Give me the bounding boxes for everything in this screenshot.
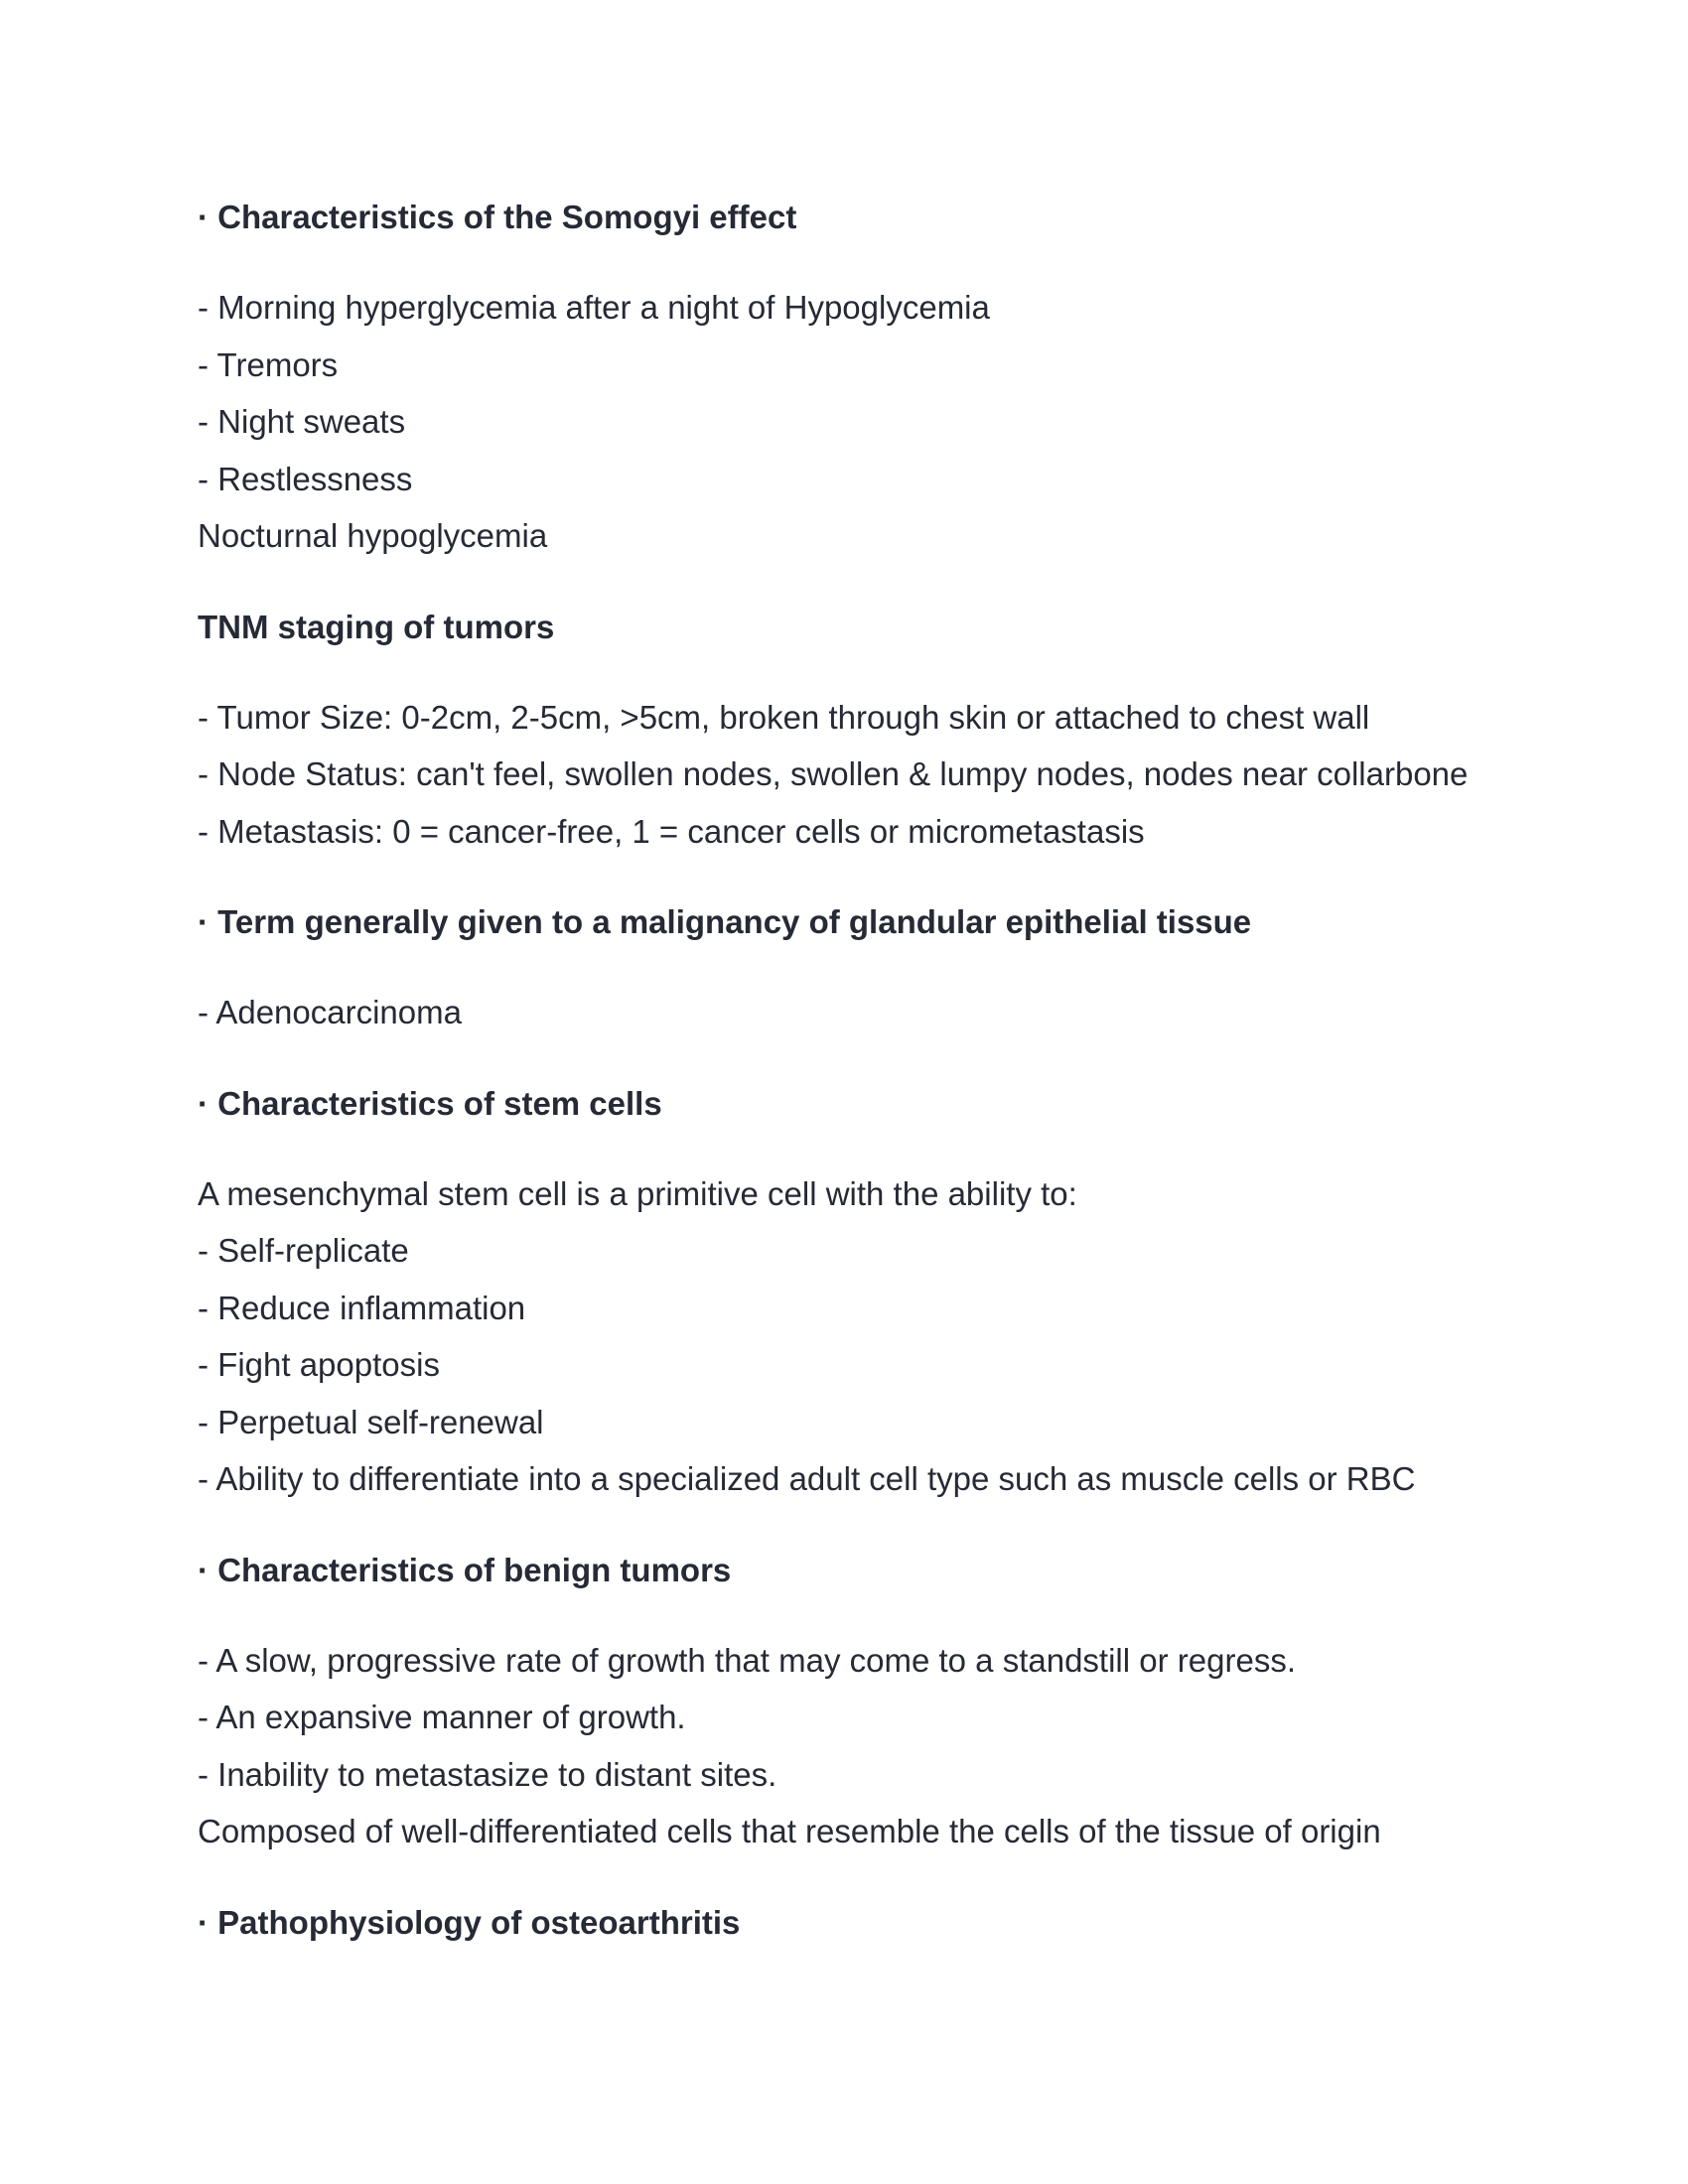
section-body — [198, 689, 1588, 861]
body-line: - Self-replicate — [198, 1232, 409, 1269]
body-line: - Fight apoptosis — [198, 1346, 440, 1383]
body-line: - Night sweats — [198, 403, 406, 440]
body-line: - An expansive manner of growth. — [198, 1699, 686, 1735]
section-benign-tumors — [198, 1542, 1588, 1860]
section-heading: · Characteristics of benign tumors — [198, 1551, 732, 1588]
body-line: - Perpetual self-renewal — [198, 1403, 544, 1440]
section-heading: · Characteristics of the Somogyi effect — [198, 199, 797, 235]
section-body — [198, 279, 1588, 565]
body-line: - Ability to differentiate into a specialized adult cell type such as muscle cells or RBC — [198, 1460, 1416, 1497]
section-body — [198, 1632, 1588, 1860]
body-line: Composed of well-differentiated cells that resemble the cells of the tissue of origin — [198, 1813, 1381, 1849]
document-page — [198, 189, 1588, 1984]
section-stem-cells — [198, 1075, 1588, 1508]
section-heading: TNM staging of tumors — [198, 608, 555, 645]
section-heading: · Pathophysiology of osteoarthritis — [198, 1903, 741, 1941]
body-line: - Metastasis: 0 = cancer-free, 1 = cancer cells or micrometastasis — [198, 812, 1145, 850]
section-body — [198, 1165, 1588, 1508]
body-line: - Adenocarcinoma — [198, 994, 462, 1030]
section-heading: · Characteristics of stem cells — [198, 1084, 662, 1122]
body-line: - Tumor Size: 0-2cm, 2-5cm, >5cm, broken through skin or attached to chest wall — [198, 698, 1370, 736]
body-line: - Tremors — [198, 345, 339, 383]
body-line: - Node Status: can't feel, swollen nodes, swollen & lumpy nodes, nodes near collarbone — [198, 755, 1469, 792]
body-line: - Reduce inflammation — [198, 1289, 526, 1326]
body-line: - Inability to metastasize to distant sites. — [198, 1755, 777, 1793]
section-osteoarthritis — [198, 1894, 1588, 1951]
section-glandular-malignancy — [198, 893, 1588, 1041]
section-body — [198, 984, 1588, 1041]
body-line: - A slow, progressive rate of growth that may come to a standstill or regress. — [198, 1641, 1296, 1679]
body-line: Nocturnal hypoglycemia — [198, 517, 548, 554]
section-somogyi-effect — [198, 189, 1588, 565]
section-heading: · Term generally given to a malignancy of glandular epithelial tissue — [198, 903, 1252, 940]
section-tnm-staging — [198, 599, 1588, 861]
body-line: - Morning hyperglycemia after a night of Hypoglycemia — [198, 289, 990, 326]
body-line: A mesenchymal stem cell is a primitive cell with the ability to: — [198, 1174, 1077, 1212]
body-line: - Restlessness — [198, 460, 413, 497]
